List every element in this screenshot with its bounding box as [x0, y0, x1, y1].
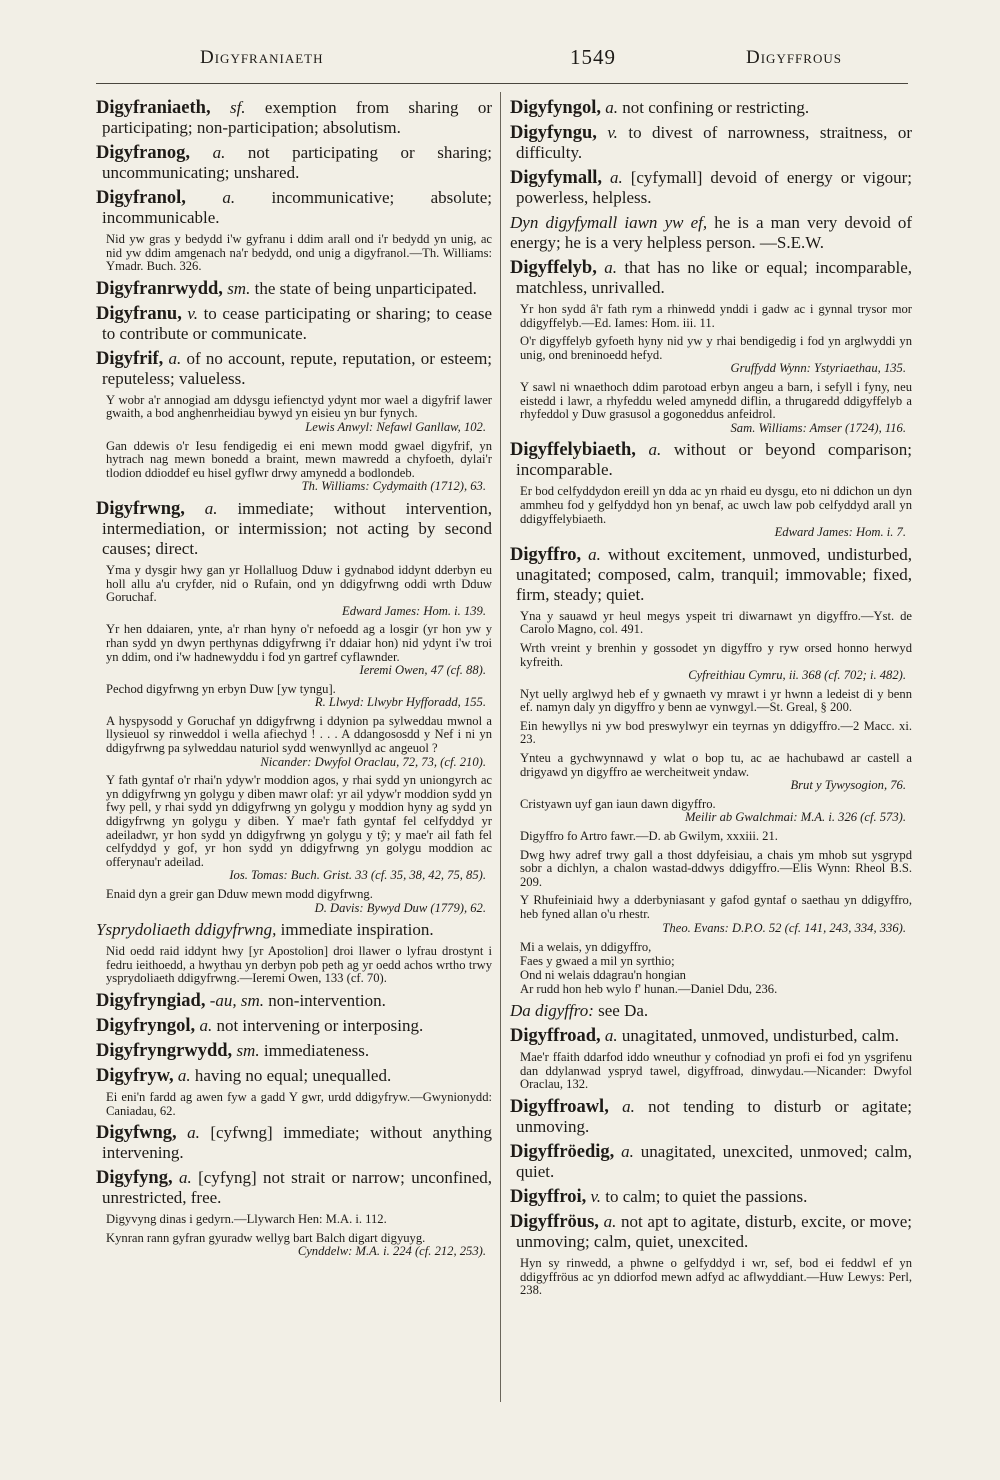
dictionary-entry: [96, 98, 492, 138]
dictionary-entry: [510, 1026, 912, 1046]
definition: of no account, repute, reputation, or esteem; reputeless; valueless.: [102, 348, 493, 388]
citation: [510, 642, 912, 683]
definition: [cyfymall] devoid of energy or vigour; powerless, helpless.: [516, 168, 913, 207]
definition: immediateness.: [263, 1040, 370, 1060]
citation: [510, 688, 912, 715]
citation-text: Nid yw gras y bedydd i'w gyfranu i ddim arall ond i'r bedydd yn unig, ac nid yw ddim amgenach na'r bedydd, ond unig a digyfranol.—Th. Williams: Ymadr. Buch. 326.: [106, 232, 492, 274]
dictionary-entry: [510, 1001, 912, 1021]
citation-text: Nyt uelly arglwyd heb ef y gwnaeth vy mrawt i yr hwnn a ledeist di y benn ef. namyn daly yn digyffro y benn ae vynwgyl.—St. Greal, § 200.: [520, 686, 912, 715]
citation-source: Brut y Tywysogion, 76.: [790, 778, 906, 793]
definition: immediate inspiration.: [280, 920, 434, 940]
verse-line: Mi a welais, yn ddigyffro,: [520, 940, 652, 955]
running-head: [96, 47, 908, 75]
part-of-speech: a.: [199, 1015, 213, 1035]
dictionary-entry: [96, 920, 492, 940]
dictionary-entry: [96, 1066, 492, 1086]
definition: unagitated, unmoved, undisturbed, calm.: [621, 1026, 900, 1046]
definition: immediate; without intervention, intermediation, or intermission; not acting by second causes; direct.: [102, 498, 493, 558]
part-of-speech: a.: [604, 1026, 618, 1046]
verse-line: Ond ni welais ddagrau'n hongian: [520, 968, 686, 983]
citation-source: Meilir ab Gwalchmai: M.A. i. 326 (cf. 573).: [684, 810, 906, 825]
headword: Digyffelyb,: [510, 258, 597, 278]
citation-source: Ios. Tomas: Buch. Grist. 33 (cf. 35, 38, 42, 75, 85).: [229, 868, 486, 883]
dictionary-entry: [96, 1123, 492, 1163]
dictionary-entry: [96, 188, 492, 228]
headword: Digyfyng,: [96, 1168, 173, 1189]
headword: Digyffroad,: [510, 1026, 601, 1047]
citation-text: Digyvyng dinas i gedyrn.—Llywarch Hen: M.A. i. 112.: [106, 1212, 387, 1227]
headword: Digyfryngrwydd,: [96, 1040, 233, 1061]
dictionary-entry: [510, 1097, 912, 1137]
part-of-speech: v.: [590, 1186, 602, 1206]
headword: Digyfrwng,: [96, 498, 185, 519]
citation: [96, 774, 492, 883]
citation: [96, 394, 492, 435]
dictionary-entry: [96, 304, 492, 344]
definition: having no equal; unequalled.: [194, 1065, 392, 1085]
citation-text: Yr hon sydd â'r fath rym a rhinwedd ynddi i gadw ac i gynnal trysor mor ddigyffelyb.—Ed. Iames: Hom. iii. 11.: [520, 302, 912, 330]
definition: exemption from sharing or participating; non-participation; absolutism.: [102, 98, 492, 137]
part-of-speech: a.: [605, 98, 618, 117]
page-number: 1549: [570, 45, 616, 69]
citation-text: Yna y sauawd yr heul megys yspeit tri diwarnawt yn digyffro.—Yst. de Carolo Magno, col. 491.: [520, 608, 912, 637]
dictionary-entry: [510, 258, 912, 298]
headword: Digyffroawl,: [510, 1096, 609, 1117]
part-of-speech: sf.: [229, 98, 246, 117]
headword: Digyfrif,: [96, 348, 164, 369]
definition: not tending to disturb or agitate; unmoving.: [516, 1096, 912, 1136]
citation-text: Ei eni'n fardd ag awen fyw a gadd Y gwr, urdd ddigyfryw.—Gwynionydd: Caniadau, 62.: [106, 1089, 492, 1118]
citation: [510, 303, 912, 330]
part-of-speech: sm.: [236, 1040, 260, 1060]
citation: [510, 720, 912, 747]
column-divider: [500, 92, 501, 1402]
headword: Digyfraniaeth,: [96, 98, 211, 118]
part-of-speech: sm.: [227, 278, 251, 298]
citation-source: Nicander: Dwyfol Oraclau, 72, 73, (cf. 210).: [260, 754, 486, 769]
part-of-speech: a.: [222, 188, 236, 207]
citation-source: Lewis Anwyl: Nefawl Ganllaw, 102.: [305, 419, 486, 434]
citation: [96, 440, 492, 494]
citation: [510, 485, 912, 539]
citation-text: Y Rhufeiniaid hwy a dderbyniasant y gafod gyntaf o saethau yn ddigyffro, heb fyned allan o'u rhestr.: [520, 893, 912, 921]
verse-quote: [510, 940, 912, 996]
right-column: [510, 98, 912, 1303]
citation: [510, 830, 912, 844]
headword: Digyffröedig,: [510, 1141, 615, 1162]
left-column: [96, 98, 492, 1264]
citation-text: Mae'r ffaith ddarfod iddo wneuthur y cofnodiad yn profi ei fod yn ysgrifenu dan ddylanwad yspryd tawel, digyffroad, dinwydau.—Nicander: Dwyfol Oraclau, 132.: [520, 1050, 912, 1092]
citation-text: Pechod digyfrwng yn erbyn Duw [yw tyngu].: [106, 681, 336, 696]
headword: Digyfranrwydd,: [96, 278, 223, 299]
headword: Digyfranol,: [96, 188, 186, 208]
citation: [510, 798, 912, 825]
citation-text: A hyspysodd y Goruchaf yn ddigyfrwng i ddynion pa sylweddau mwnol a llysieuol sy rinweddol i wella afiechyd ! . . . A ddangososdd y Nef i ni yn ddigyfrwng pa sylweddau naturiol sydd wenwynllyd ac angeuol ?: [106, 713, 492, 756]
citation-text: Yr hen ddaiaren, ynte, a'r rhan hyny o'r nefoedd ag a losgir (yr hon yw y rhan sydd yn dwyn perthynas ddigyfrwng i'r ddaiar hon) nid ydynt i'w troi yn ddim, ond i'w hadnewyddu i fod yn gartref cyflawnder.: [106, 622, 492, 664]
definition: non-intervention.: [268, 990, 386, 1010]
definition: see Da.: [598, 1001, 649, 1021]
citation: [96, 715, 492, 769]
citation: [96, 1232, 492, 1259]
citation-source: Edward James: Hom. i. 139.: [342, 603, 486, 618]
citation: [96, 564, 492, 618]
dictionary-entry: [96, 349, 492, 389]
citation-source: D. Davis: Bywyd Duw (1779), 62.: [314, 900, 486, 915]
citation-text: Y sawl ni wnaethoch ddim parotoad erbyn angeu a barn, i sefyll i fyny, neu eistedd i lawr, a rhyfeddu weled amynedd diflin, a thrugaredd ddigyffelyb a rhyfeddol y Duw grasusol a gogoneddus anfeidrol.: [520, 379, 912, 422]
definition: not intervening or interposing.: [216, 1015, 424, 1035]
citation-text: Ynteu a gychwynnawd y wlat o bop tu, ac ae hachubawd ar castell a drigyawd yn digyffro ae wercheitweit yndaw.: [520, 751, 912, 779]
dictionary-entry: [96, 1041, 492, 1061]
citation-source: Edward James: Hom. i. 7.: [774, 525, 906, 540]
citation-source: Ieremi Owen, 47 (cf. 88).: [359, 663, 486, 678]
citation-text: Ein hewyllys ni yw bod preswylwyr ein teyrnas yn ddigyffro.—2 Macc. xi. 23.: [520, 718, 912, 747]
verse-line: Faes y gwaed a mil yn syrthio;: [520, 954, 675, 969]
definition: to divest of narrowness, straitness, or difficulty.: [516, 123, 913, 162]
headword: Digyfranog,: [96, 143, 191, 163]
citation-text: Nid oedd raid iddynt hwy [yr Apostolion] droi llawer o lyfrau drostynt i fedru ieithoedd, a hwythau yn derbyn pob peth ag yr oedd achos wrtho trwy ysprydoliaeth ddigyfrwng.—Ieremi Owen, 133 (cf. 70).: [106, 944, 492, 986]
headword: Digyffroi,: [510, 1186, 587, 1207]
citation-source: R. Llwyd: Llwybr Hyfforadd, 155.: [314, 695, 486, 710]
headword: Digyffro,: [510, 544, 582, 565]
citation-source: Th. Williams: Cydymaith (1712), 63.: [301, 479, 486, 494]
citation: [510, 894, 912, 935]
headword: Digyfyngol,: [510, 98, 601, 118]
dictionary-entry: [510, 1187, 912, 1207]
dictionary-entry: [510, 123, 912, 163]
headword: Digyfryngol,: [96, 1015, 196, 1036]
citation: [510, 1257, 912, 1298]
citation-source: Sam. Williams: Amser (1724), 116.: [730, 420, 906, 435]
part-of-speech: a.: [187, 1123, 200, 1143]
dictionary-entry: [96, 1016, 492, 1036]
citation-text: Wrth vreint y brenhin y gossodet yn digyffro y ryw orsed honno herwyd kyfreith.: [520, 640, 912, 669]
part-of-speech: a.: [178, 1168, 192, 1188]
citation: [96, 888, 492, 915]
part-of-speech: a.: [204, 498, 218, 518]
definition: without or beyond comparison; incomparable.: [516, 440, 913, 480]
dictionary-entry: [510, 1142, 912, 1182]
running-head-left: Digyfraniaeth: [200, 47, 324, 68]
definition: that has no like or equal; incomparable, matchless, unrivalled.: [516, 258, 913, 297]
part-of-speech: a.: [622, 1096, 635, 1116]
definition: [cyfwng] immediate; without anything intervening.: [102, 1123, 492, 1163]
part-of-speech: a.: [588, 544, 601, 564]
citation: [96, 945, 492, 986]
running-head-right: Digyffrous: [746, 47, 842, 68]
dictionary-entry: [510, 545, 912, 605]
dictionary-entry: [96, 279, 492, 299]
headword: Digyfyngu,: [510, 123, 597, 143]
headword: Digyfranu,: [96, 303, 182, 324]
citation-source: Gruffydd Wynn: Ystyriaethau, 135.: [730, 361, 906, 376]
citation-source: Cyfreithiau Cymru, ii. 368 (cf. 702; i. 482).: [688, 668, 906, 683]
definition: he is a man very devoid of energy; he is a very helpless person. —S.E.W.: [510, 213, 913, 252]
definition: not apt to agitate, disturb, excite, or move; unmoving; calm, quiet, unexcited.: [516, 1211, 913, 1251]
headword: Digyfymall,: [510, 168, 602, 188]
citation: [96, 683, 492, 710]
headword: Digyfryw,: [96, 1065, 174, 1086]
citation-text: Hyn sy rinwedd, a phwne o gelfyddyd i wr, sef, bod ei feddwl ef yn ddigyffröus ac yn ddiorfod mewn adfyd ac aflwyddiant.—Huw Lewys: Perl, 238.: [520, 1255, 912, 1298]
citation: [96, 1091, 492, 1118]
definition: not participating or sharing; uncommunicating; unshared.: [102, 143, 493, 182]
dictionary-entry: [96, 499, 492, 559]
definition: without excitement, unmoved, undisturbed, unagitated; composed, calm, tranquil; immovable; fixed, firm, steady; quiet.: [516, 544, 913, 604]
citation: [510, 849, 912, 890]
citation-text: Gan ddewis o'r Iesu fendigedig ei eni mewn modd gwael digyfrif, yn hytrach nag mewn bonedd a braint, mewn mawredd a chyfoeth, dylai'r tlodion ddioddef eu hisel gyflwr drwy amynedd a bodlondeb.: [106, 438, 492, 480]
part-of-speech: a.: [621, 1141, 634, 1161]
definition: the state of being unparticipated.: [254, 278, 477, 298]
part-of-speech: a.: [609, 168, 623, 187]
part-of-speech: v.: [187, 303, 198, 323]
citation-text: Y fath gyntaf o'r rhai'n ydyw'r moddion agos, y rhai sydd yn uniongyrch ac yn ddigyfrwng yn golygu y diben mawr olaf: yr ail ydyw'r moddion sydd yn fwy pell, y rhai sydd yn ddigyfrwng yn golygu y moddion hyny ag sydd yn ddigyfrwng yn golygu y diben. Y mae'r fath gyntaf fel celfyddyd yr adeiladwr, yr hon sydd yn ddigyfrwng yn golygu y tŷ; y mae'r ail fath fel celfyddyd y gof, yr hon sydd yn ddigyfrwng yn golygu moddion ac offerynau'r adeilad.: [106, 773, 492, 869]
citation: [510, 610, 912, 637]
definition: not confining or restricting.: [622, 98, 810, 117]
citation: [96, 1213, 492, 1227]
headword: Digyffröus,: [510, 1211, 599, 1232]
part-of-speech: a.: [168, 348, 182, 368]
part-of-speech: a.: [603, 1211, 617, 1231]
citation: [96, 623, 492, 677]
idiom-phrase: Dyn digyfymall iawn yw ef,: [510, 213, 708, 232]
citation-text: Enaid dyn a greir gan Dduw mewn modd digyfrwng.: [106, 887, 373, 901]
citation-text: Kynran rann gyfran gyuradw wellyg bart Balch digart digyuyg.: [106, 1230, 426, 1245]
citation: [510, 1051, 912, 1092]
citation-text: Dwg hwy adref trwy gall a thost ddyfeisiau, a chais ym mhob sut ysgrypd sobr a dichlyn, a chalon wastad-ddwys ddigyffro.—Elis Wynn: Rheol B.S. 209.: [520, 847, 912, 889]
citation-text: Cristyawn uyf gan iaun dawn digyffro.: [520, 796, 716, 811]
citation: [96, 233, 492, 274]
dictionary-entry: [96, 143, 492, 183]
dictionary-entry: [96, 1168, 492, 1208]
citation: [510, 381, 912, 435]
part-of-speech: a.: [604, 258, 618, 277]
citation-text: O'r digyffelyb gyfoeth hyny nid yw y rhai bendigedig i fod yn arglwyddi yn unig, ond breninoedd hefyd.: [520, 334, 912, 362]
dictionary-entry: [510, 98, 912, 118]
definition: unagitated, unexcited, unmoved; calm, quiet.: [516, 1141, 913, 1181]
citation: [510, 752, 912, 793]
definition: to cease participating or sharing; to cease to contribute or communicate.: [102, 303, 492, 343]
idiom-phrase: Ysprydoliaeth ddigyfrwng,: [96, 920, 277, 940]
headword: Digyfryngiad,: [96, 990, 206, 1011]
dictionary-entry: [510, 213, 912, 253]
idiom-phrase: Da digyffro:: [510, 1001, 594, 1021]
citation-text: Er bod celfyddydon ereill yn dda ac yn rhaid eu dysgu, eto ni ddichon un dyn ammheu fod y gelfyddyd hon yn benaf, ac uwch law pob celfyddyd arall yn ddigyffelybiaeth.: [520, 484, 912, 526]
headword: Digyffelybiaeth,: [510, 440, 636, 461]
citation-source: Cynddelw: M.A. i. 224 (cf. 212, 253).: [297, 1244, 486, 1259]
dictionary-entry: [510, 1212, 912, 1252]
citation-source: Theo. Evans: D.P.O. 52 (cf. 141, 243, 334, 336).: [662, 920, 906, 935]
dictionary-entry: [510, 440, 912, 480]
part-of-speech: a.: [648, 440, 662, 460]
citation-text: Y wobr a'r annogiad am ddysgu iefienctyd ydynt mor wael a digyfrif lawer gwaith, a bod anghenrheidiau bywyd yn eisieu yn bur fynych.: [106, 392, 492, 421]
headword: Digyfwng,: [96, 1123, 177, 1144]
dictionary-entry: [96, 991, 492, 1011]
definition: to calm; to quiet the passions.: [605, 1186, 808, 1206]
definition: incommunicative; absolute; incommunicable.: [102, 188, 493, 227]
verse-line: Ar rudd hon heb wylo f' hunan.—Daniel Ddu, 236.: [520, 982, 778, 997]
dictionary-entry: [510, 168, 912, 208]
citation-text: Digyffro fo Artro fawr.—D. ab Gwilym, xxxiii. 21.: [520, 829, 778, 844]
header-rule: [96, 83, 908, 84]
part-of-speech: v.: [607, 123, 618, 142]
citation: [510, 335, 912, 376]
part-of-speech: a.: [177, 1065, 191, 1085]
citation-text: Yma y dysgir hwy gan yr Hollalluog Dduw i gydnabod iddynt dderbyn eu holl allu a'u cryfder, nid o Rufain, ond yn ddigyfrwng oddi wrth Dduw Goruchaf.: [106, 562, 492, 605]
definition: [cyfyng] not strait or narrow; unconfined, unrestricted, free.: [102, 1168, 493, 1208]
part-of-speech: -au, sm.: [209, 990, 265, 1010]
part-of-speech: a.: [212, 143, 226, 162]
